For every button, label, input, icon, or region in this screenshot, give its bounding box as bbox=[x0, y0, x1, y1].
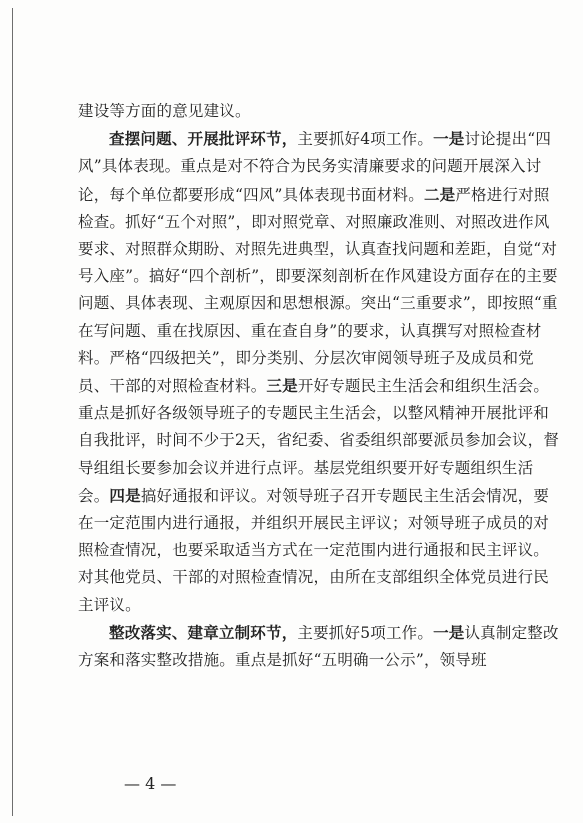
section1-p4-lead: 四是 bbox=[109, 485, 141, 505]
paragraph-section1 bbox=[78, 125, 562, 619]
section1-p3-text: 开好专题民主生活会和组织生活会。重点是抓好各级领导班子的专题民主生活会，以整风精神开展批评和自我批评，时间不少于2天，省纪委、省委组织部要派员参加会议，督导组组长要参加会议并进行点评。基层党组织要开好专题组织生活会。 bbox=[78, 377, 560, 505]
paragraph-closing-line bbox=[78, 98, 562, 125]
section1-text: 主要抓好4项工作。 bbox=[297, 130, 434, 149]
binding-line bbox=[12, 8, 13, 816]
paragraph-section2 bbox=[78, 619, 562, 674]
section1-p2-text: 严格进行对照检查。抓好“五个对照”，即对照党章、对照廉政准则、对照改进作风要求、对照群众期盼、对照先进典型，认真查找问题和差距，自觉“对号入座”。搞好“四个剖析”，即要深刻剖析在作风建设方面存在的主要问题、具体表现、主观原因和思想根源。突出“三重要求”，即按照“重在写问题、重在找原因、重在查自身”的要求，认真撰写对照检查材料。严格“四级把关”，即分类别、分层次审阅领导班子及成员和党员、干部的对照检查材料。 bbox=[78, 185, 558, 396]
document-body bbox=[78, 98, 562, 674]
section1-heading: 查摆问题、开展批评环节， bbox=[109, 129, 298, 149]
section1-p1-lead: 一是 bbox=[433, 129, 465, 149]
page-number: — 4 — bbox=[124, 774, 177, 793]
section1-p4-text: 搞好通报和评议。对领导班子召开专题民主生活会情况，要在一定范围内进行通报，并组织开展民主评议；对领导班子成员的对照检查情况，也要采取适当方式在一定范围内进行通报和民主评议。对其他党员、干部的对照检查情况，由所在支部组织全体党员进行民主评议。 bbox=[78, 486, 550, 614]
section2-p1-text: 认真制定整改方案和落实整改措施。重点是抓好“五明确一公示”，领导班 bbox=[78, 623, 559, 670]
section2-text: 主要抓好5项工作。 bbox=[297, 623, 434, 642]
section1-p2-lead: 二是 bbox=[423, 184, 456, 204]
section2-p1-lead: 一是 bbox=[433, 622, 465, 642]
text-line1: 建设等方面的意见建议。 bbox=[78, 102, 251, 120]
section1-p3-lead: 三是 bbox=[266, 376, 298, 396]
section1-p1-text: 讨论提出“四风”具体表现。重点是对不符合为民务实清廉要求的问题开展深入讨论，每个单位都要形成“四风”具体表现书面材料。 bbox=[78, 130, 552, 204]
section2-heading: 整改落实、建章立制环节， bbox=[109, 622, 298, 642]
